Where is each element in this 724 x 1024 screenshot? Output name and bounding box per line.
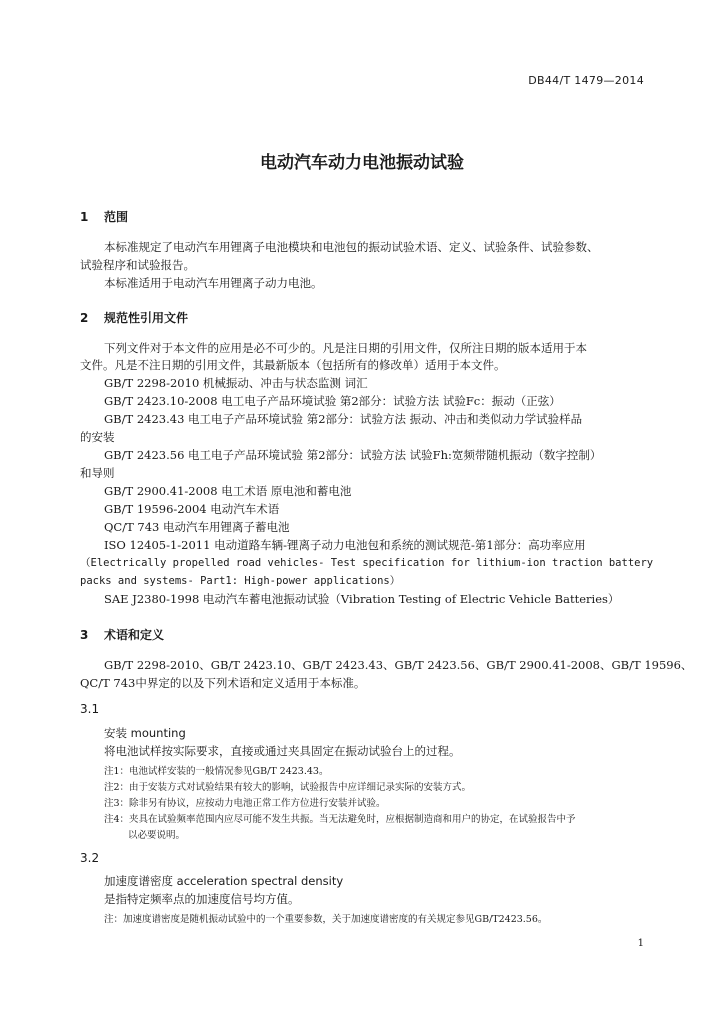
note-item: 注3：除非另有协议，应按动力电池正常工作方位进行安装并试验。 bbox=[104, 798, 386, 809]
reference-item-continuation: 的安装 bbox=[80, 430, 115, 444]
document-number: DB44/T 1479—2014 bbox=[528, 74, 644, 87]
term-definition: 是指特定频率点的加速度信号均方值。 bbox=[104, 892, 300, 906]
term-entry: 安装 mounting bbox=[104, 726, 186, 740]
reference-item: SAE J2380-1998 电动汽车蓄电池振动试验（Vibration Testing of Electric Vehicle Batteries） bbox=[104, 592, 620, 606]
section-number: 1 bbox=[80, 210, 89, 224]
paragraph-line: 文件。凡是不注日期的引用文件，其最新版本（包括所有的修改单）适用于本文件。 bbox=[80, 358, 506, 372]
term-definition: 将电池试样按实际要求，直接或通过夹具固定在振动试验台上的过程。 bbox=[104, 744, 461, 758]
clause-number: 3.2 bbox=[80, 851, 100, 865]
section-number: 2 bbox=[80, 311, 89, 325]
note-item: 注：加速度谱密度是随机振动试验中的一个重要参数，关于加速度谱密度的有关规定参见GB/T2423.56。 bbox=[104, 914, 548, 925]
reference-item: GB/T 2423.10-2008 电工电子产品环境试验 第2部分：试验方法 试验Fc：振动（正弦） bbox=[104, 394, 561, 408]
reference-item: ISO 12405-1-2011 电动道路车辆-锂离子动力电池包和系统的测试规范-第1部分：高功率应用 bbox=[104, 538, 586, 552]
reference-item-continuation: （Electrically propelled road vehicles- Test specification for lithium-ion traction battery bbox=[80, 557, 654, 569]
reference-item: QC/T 743 电动汽车用锂离子蓄电池 bbox=[104, 520, 290, 534]
section-title: 范围 bbox=[104, 210, 129, 224]
section-title: 规范性引用文件 bbox=[104, 311, 189, 325]
reference-item: GB/T 2423.56 电工电子产品环境试验 第2部分：试验方法 试验Fh:宽频带随机振动（数字控制） bbox=[104, 448, 602, 462]
note-item-continuation: 以必要说明。 bbox=[128, 830, 186, 841]
section-number: 3 bbox=[80, 628, 89, 642]
paragraph-line: GB/T 2298-2010、GB/T 2423.10、GB/T 2423.43、GB/T 2423.56、GB/T 2900.41-2008、GB/T 19596、 bbox=[104, 658, 693, 672]
reference-item: GB/T 2423.43 电工电子产品环境试验 第2部分：试验方法 振动、冲击和类似动力学试验样品 bbox=[104, 412, 583, 426]
note-item: 注1：电池试样安装的一般情况参见GB/T 2423.43。 bbox=[104, 766, 329, 777]
paragraph-line: 本标准适用于电动汽车用锂离子动力电池。 bbox=[104, 276, 323, 290]
paragraph-line: 本标准规定了电动汽车用锂离子电池模块和电池包的振动试验术语、定义、试验条件、试验参数、 bbox=[104, 240, 599, 254]
section-heading-normative-references bbox=[80, 309, 188, 326]
term-entry: 加速度谱密度 acceleration spectral density bbox=[104, 874, 344, 888]
section-heading-scope bbox=[80, 208, 128, 225]
reference-item: GB/T 19596-2004 电动汽车术语 bbox=[104, 502, 280, 516]
reference-item-continuation: 和导则 bbox=[80, 466, 115, 480]
clause-number: 3.1 bbox=[80, 702, 100, 716]
reference-item: GB/T 2900.41-2008 电工术语 原电池和蓄电池 bbox=[104, 484, 352, 498]
reference-item: GB/T 2298-2010 机械振动、冲击与状态监测 词汇 bbox=[104, 376, 368, 390]
note-item: 注2：由于安装方式对试验结果有较大的影响，试验报告中应详细记录实际的安装方式。 bbox=[104, 782, 472, 793]
paragraph-line: 试验程序和试验报告。 bbox=[80, 258, 195, 272]
paragraph-line: 下列文件对于本文件的应用是必不可少的。凡是注日期的引用文件，仅所注日期的版本适用于本 bbox=[104, 341, 587, 355]
section-title: 术语和定义 bbox=[104, 628, 165, 642]
document-title: 电动汽车动力电池振动试验 bbox=[260, 153, 464, 173]
paragraph-line: QC/T 743中界定的以及下列术语和定义适用于本标准。 bbox=[80, 676, 366, 690]
page-number: 1 bbox=[637, 938, 644, 949]
section-heading-terms-and-definitions bbox=[80, 626, 164, 643]
reference-item-continuation: packs and systems- Part1: High-power applications） bbox=[80, 575, 401, 587]
note-item: 注4：夹具在试验频率范围内应尽可能不发生共振。当无法避免时，应根据制造商和用户的协定，在试验报告中予 bbox=[104, 814, 576, 825]
